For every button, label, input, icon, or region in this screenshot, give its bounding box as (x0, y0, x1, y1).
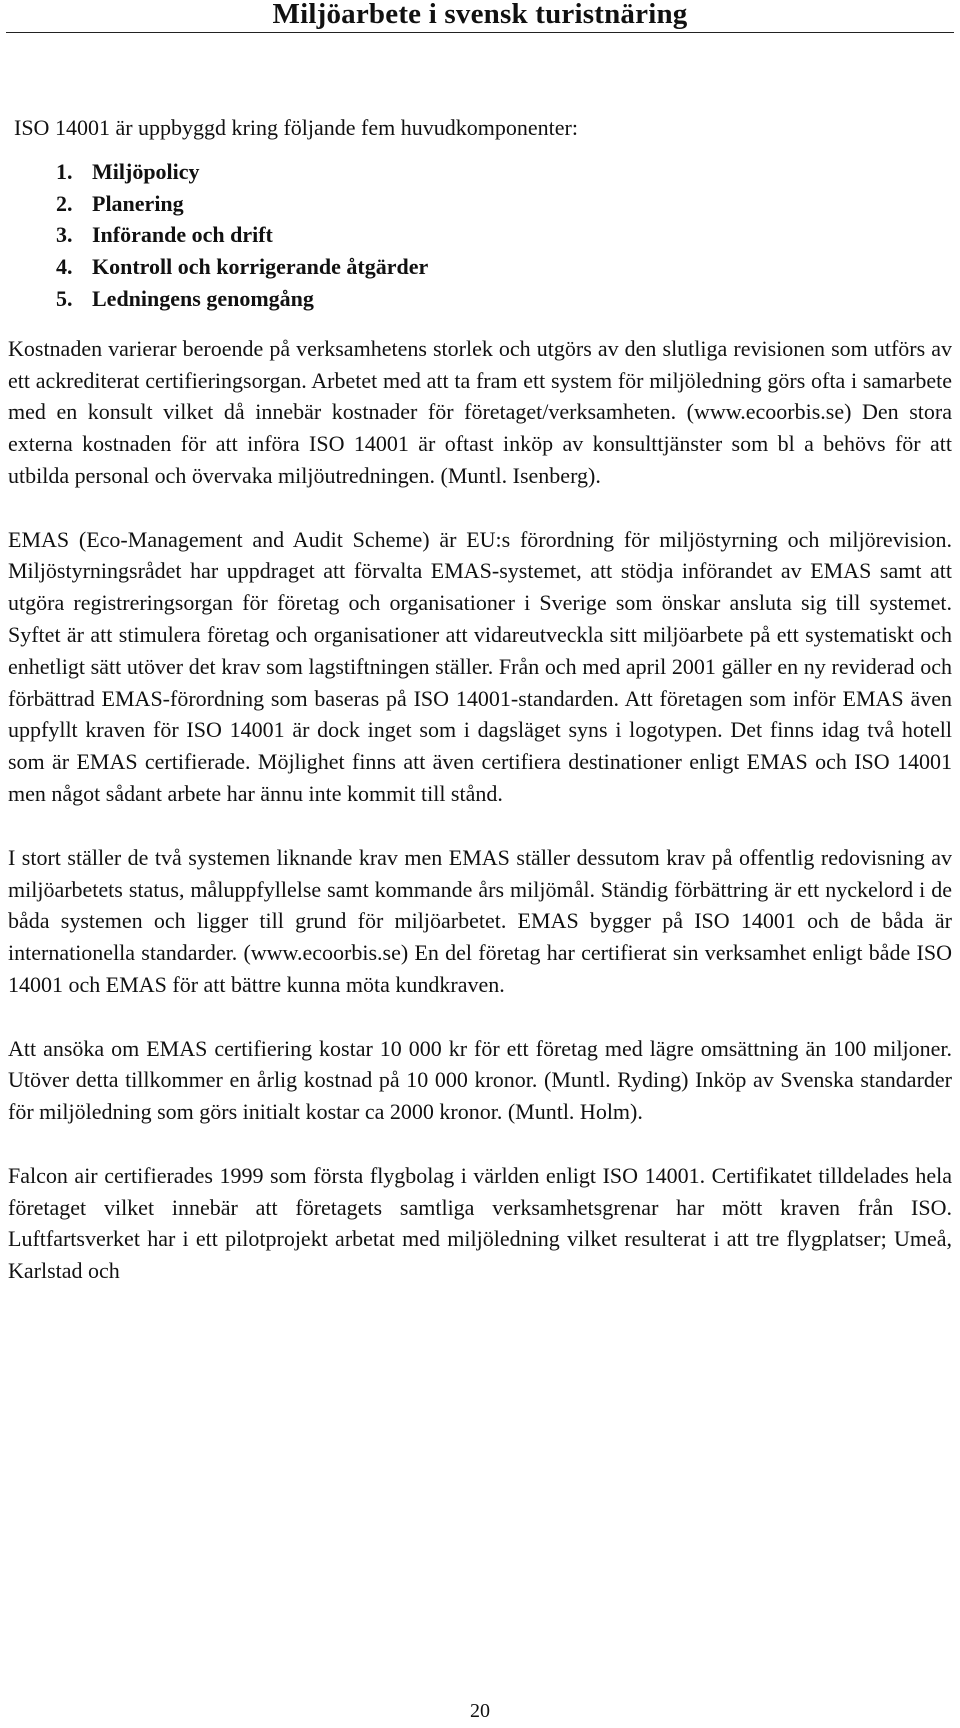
paragraph-falcon-air: Falcon air certifierades 1999 som första flygbolag i världen enligt ISO 14001. Certifikatet tilldelades hela företaget vilket innebär att företagets samtliga verksamhetsgrenar har mött kraven från ISO. Luftfartsverket har i ett pilotprojekt arbetat med miljöledning vilket resulterat i att tre flygplatser; Umeå, Karlstad och (8, 1162, 952, 1284)
list-item: Kontroll och korrigerande åtgärder (92, 254, 429, 280)
page-number: 20 (470, 1700, 490, 1722)
paragraph-application-cost: Att ansöka om EMAS certifiering kostar 10 000 kr för ett företag med lägre omsättning än 100 miljoner. Utöver detta tillkommer en årlig kostnad på 10 000 kronor. (Muntl. Ryding) Inköp av Svenska standarder för miljöledning som görs initialt kostar ca 2000 kronor. (Muntl. Holm). (8, 1035, 952, 1125)
paragraph-systems: I stort ställer de två systemen liknande krav men EMAS ställer dessutom krav på offentlig redovisning av miljöarbetets status, måluppfyllelse samt kommande års miljömål. Ständig förbättring är ett nyckelord i de båda systemen och ligger till grund för miljöarbetet. EMAS bygger på ISO 14001 och de båda är internationella standarder. (www.ecoorbis.se) En del företag har certifierat sin verksamhet enligt både ISO 14001 och EMAS för att bättre kunna möta kundkraven. (8, 844, 952, 997)
page-header (6, 0, 954, 33)
spacer (8, 822, 952, 842)
page-title: Miljöarbete i svensk turistnäring (272, 0, 688, 30)
list-item: Införande och drift (92, 222, 273, 248)
list-item: Miljöpolicy (92, 158, 200, 184)
paragraph-costs: Kostnaden varierar beroende på verksamhetens storlek och utgörs av den slutliga revisionen som utförs av ett ackrediterat certifieringsorgan. Arbetet med att ta fram ett system för miljöledning görs ofta i samarbete med en konsult vilket då innebär kostnader för företaget/verksamheten. (www.ecoorbis.se) Den stora externa kostnaden för att införa ISO 14001 är oftast inköp av konsulttjänster som bl a behövs för att utbilda personal och övervaka miljöutredningen. (Muntl. Isenberg). (8, 335, 952, 488)
paragraph-emas: EMAS (Eco-Management and Audit Scheme) är EU:s förordning för miljöstyrning och miljörevision. Miljöstyrningsrådet har uppdraget att förvalta EMAS-systemet, att stödja införandet av EMAS samt att utgöra registreringsorgan för företag och organisationer i Sverige som önskar ansluta sig till systemet. Syftet är att stimulera företag och organisationer att vidareutveckla sitt miljöarbete på ett systematiskt och enhetligt sätt utöver det krav som lagstiftningen ställer. Från och med april 2001 gäller en ny reviderad och förbättrad EMAS-förordning som baseras på ISO 14001-standarden. Att företagen som inför EMAS även uppfyllt kraven för ISO 14001 är dock inget som i dagsläget syns i logotypen. Det finns idag två hotell som är EMAS certifierade. Möjlighet finns att även certifiera destinationer enligt EMAS och ISO 14001 men något sådant arbete har ännu inte kommit till stånd. (8, 526, 952, 806)
intro-text: ISO 14001 är uppbyggd kring följande fem huvudkomponenter: (14, 115, 578, 140)
list-item: Planering (92, 190, 184, 216)
document-body (8, 112, 952, 1319)
list-item: Ledningens genomgång (92, 285, 314, 311)
components-list (8, 156, 952, 315)
